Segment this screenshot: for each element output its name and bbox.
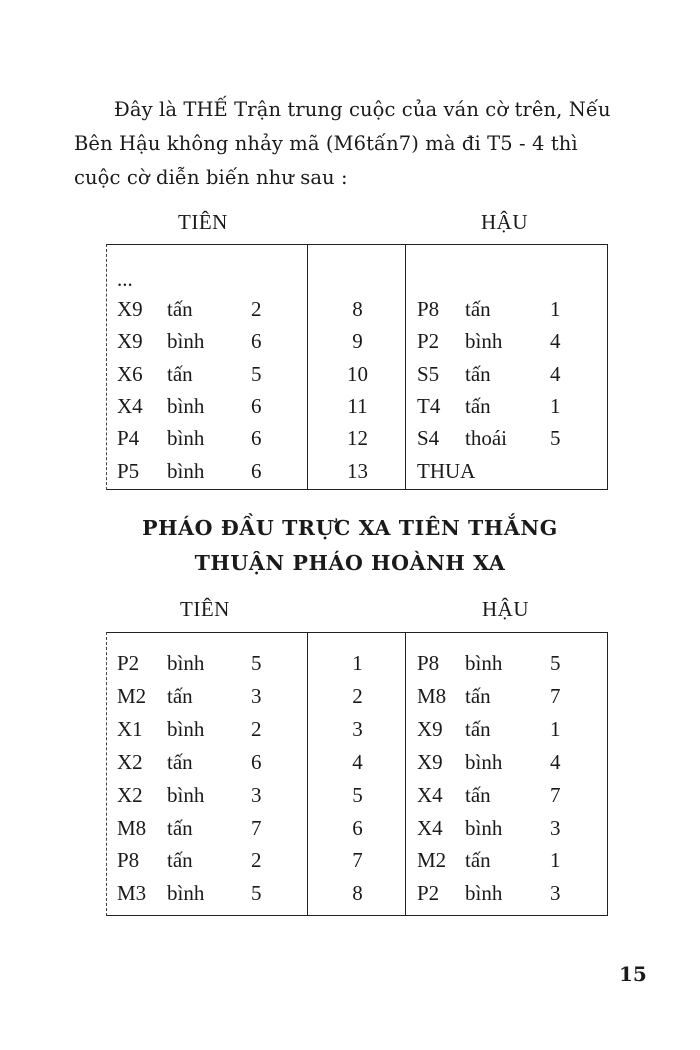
- intro-paragraph: [74, 93, 644, 195]
- tien-piece: X9: [117, 329, 143, 354]
- tien-value: 3: [251, 782, 262, 807]
- hau-value: 1: [550, 848, 561, 873]
- hau-piece: THUA: [417, 458, 476, 483]
- hau-piece: P8: [417, 651, 440, 675]
- move-number: 8: [352, 881, 363, 906]
- move-number: 2: [352, 683, 363, 708]
- tien-action: bình: [167, 426, 205, 451]
- move-number: 4: [352, 749, 363, 774]
- table-row: [107, 362, 607, 392]
- game2-tien-header: TIÊN: [180, 597, 230, 621]
- table-row: [107, 394, 607, 424]
- hau-value: 3: [550, 815, 561, 840]
- table-row: [107, 267, 607, 297]
- table-row: [107, 783, 607, 813]
- tien-value: 6: [251, 458, 262, 483]
- tien-action: bình: [167, 393, 205, 418]
- table-row: [107, 881, 607, 911]
- tien-piece: P2: [117, 651, 140, 675]
- page-number: 15: [619, 962, 647, 986]
- tien-action: bình: [167, 716, 205, 741]
- hau-value: 1: [550, 297, 561, 321]
- tien-value: 3: [251, 683, 262, 708]
- tien-piece: P8: [117, 848, 140, 873]
- hau-value: 5: [550, 426, 561, 451]
- hau-action: bình: [465, 815, 503, 840]
- tien-action: bình: [167, 458, 205, 483]
- hau-value: 3: [550, 881, 561, 906]
- hau-action: thoái: [465, 426, 507, 451]
- tien-action: tấn: [167, 848, 193, 873]
- tien-piece: P4: [117, 426, 140, 451]
- tien-value: 5: [251, 361, 262, 386]
- intro-line-1: Đây là THẾ Trận trung cuộc của ván cờ trên, Nếu: [114, 98, 611, 121]
- tien-action: tấn: [167, 815, 193, 840]
- table-row: [107, 717, 607, 747]
- hau-action: tấn: [465, 361, 491, 386]
- hau-piece: S4: [417, 426, 440, 451]
- move-number: 5: [352, 782, 363, 807]
- tien-piece: M2: [117, 683, 147, 708]
- tien-value: 2: [251, 848, 262, 873]
- hau-action: tấn: [465, 683, 491, 708]
- hau-action: tấn: [465, 297, 491, 321]
- tien-piece: X4: [117, 393, 143, 418]
- tien-piece: X1: [117, 716, 143, 741]
- tien-action: tấn: [167, 361, 193, 386]
- hau-piece: P2: [417, 329, 440, 354]
- hau-value: 4: [550, 749, 561, 774]
- tien-value: 2: [251, 716, 262, 741]
- hau-action: bình: [465, 749, 503, 774]
- game2-move-table: [106, 632, 608, 916]
- hau-action: tấn: [465, 782, 491, 807]
- move-number: 6: [352, 815, 363, 840]
- tien-action: tấn: [167, 749, 193, 774]
- ellipsis: ...: [117, 267, 133, 291]
- move-number: 3: [352, 716, 363, 741]
- hau-piece: X9: [417, 749, 443, 774]
- hau-action: tấn: [465, 393, 491, 418]
- table-row: [107, 816, 607, 846]
- tien-value: 5: [251, 881, 262, 906]
- tien-piece: M3: [117, 881, 147, 906]
- move-number: 1: [352, 651, 363, 675]
- table-row: [107, 329, 607, 359]
- hau-piece: X4: [417, 782, 443, 807]
- tien-action: tấn: [167, 297, 193, 321]
- hau-action: tấn: [465, 716, 491, 741]
- move-number: 13: [347, 458, 368, 483]
- hau-piece: S5: [417, 361, 440, 386]
- hau-value: 5: [550, 651, 561, 675]
- intro-line-3: cuộc cờ diễn biến như sau :: [74, 166, 348, 189]
- tien-action: bình: [167, 651, 205, 675]
- tien-piece: M8: [117, 815, 147, 840]
- table-row: [107, 684, 607, 714]
- hau-piece: P8: [417, 297, 440, 321]
- move-number: 10: [347, 361, 368, 386]
- hau-value: 4: [550, 329, 561, 354]
- tien-piece: P5: [117, 458, 140, 483]
- tien-value: 7: [251, 815, 262, 840]
- hau-action: bình: [465, 651, 503, 675]
- hau-piece: X4: [417, 815, 443, 840]
- tien-value: 6: [251, 749, 262, 774]
- table-row: [107, 426, 607, 456]
- game1-move-table: [106, 244, 608, 490]
- hau-value: 1: [550, 716, 561, 741]
- move-number: 11: [347, 393, 368, 418]
- tien-action: bình: [167, 782, 205, 807]
- tien-piece: X9: [117, 297, 143, 321]
- intro-line-2: Bên Hậu không nhảy mã (M6tấn7) mà đi T5 - 4 thì: [74, 132, 578, 155]
- tien-action: bình: [167, 329, 205, 354]
- table-row: [107, 848, 607, 878]
- move-number: 8: [352, 297, 363, 321]
- hau-value: 1: [550, 393, 561, 418]
- hau-piece: X9: [417, 716, 443, 741]
- game1-hau-header: HẬU: [481, 210, 528, 234]
- hau-piece: M8: [417, 683, 447, 708]
- hau-piece: T4: [417, 393, 441, 418]
- tien-action: tấn: [167, 683, 193, 708]
- tien-piece: X2: [117, 782, 143, 807]
- section-title-line-1: PHÁO ĐẦU TRỰC XA TIÊN THẮNG: [142, 516, 558, 540]
- table-row: [107, 651, 607, 681]
- hau-action: bình: [465, 881, 503, 906]
- tien-piece: X2: [117, 749, 143, 774]
- table-row: [107, 459, 607, 489]
- hau-action: tấn: [465, 848, 491, 873]
- section-title-line-2: THUẬN PHÁO HOÀNH XA: [194, 551, 506, 575]
- move-number: 9: [352, 329, 363, 354]
- game1-tien-header: TIÊN: [178, 210, 228, 234]
- hau-piece: P2: [417, 881, 440, 906]
- hau-value: 7: [550, 782, 561, 807]
- tien-value: 5: [251, 651, 262, 675]
- tien-value: 6: [251, 393, 262, 418]
- move-number: 12: [347, 426, 368, 451]
- move-number: 7: [352, 848, 363, 873]
- game2-hau-header: HẬU: [482, 597, 529, 621]
- hau-action: bình: [465, 329, 503, 354]
- tien-piece: X6: [117, 361, 143, 386]
- tien-value: 6: [251, 329, 262, 354]
- hau-value: 4: [550, 361, 561, 386]
- hau-value: 7: [550, 683, 561, 708]
- tien-action: bình: [167, 881, 205, 906]
- hau-piece: M2: [417, 848, 447, 873]
- tien-value: 6: [251, 426, 262, 451]
- tien-value: 2: [251, 297, 262, 321]
- table-row: [107, 297, 607, 327]
- table-row: [107, 750, 607, 780]
